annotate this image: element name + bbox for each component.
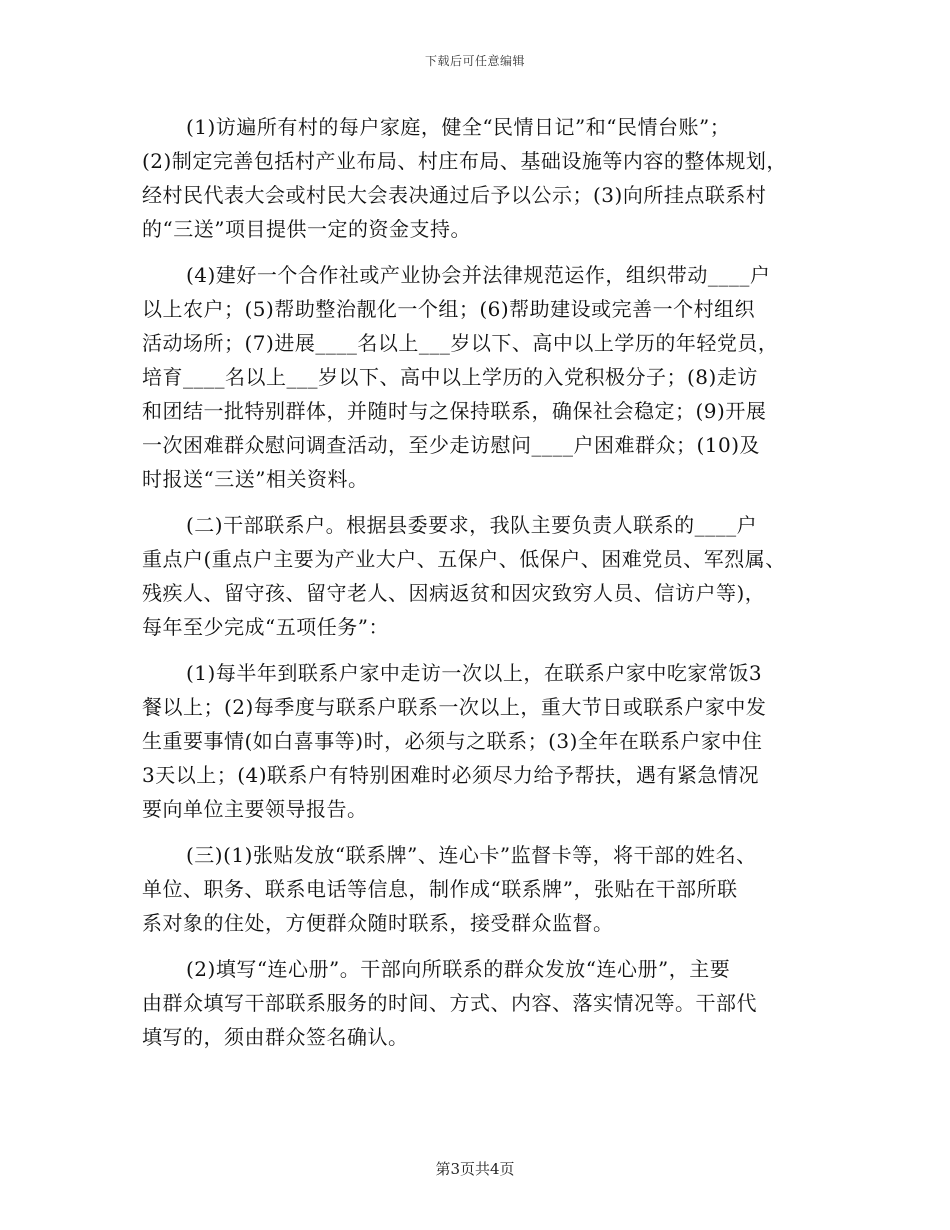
- text-line: 生重要事情(如白喜事等)时，必须与之联系；(3)全年在联系户家中住: [142, 729, 763, 753]
- text-line: 培育____名以上___岁以下、高中以上学历的入党积极分子；(8)走访: [142, 365, 758, 389]
- page-footer: 第3页共4页: [435, 1160, 515, 1178]
- page-header: 下载后可任意编辑: [424, 54, 525, 68]
- text-line: (1)每半年到联系户家中走访一次以上，在联系户家中吃家常饭3: [186, 661, 763, 685]
- text-line: 3天以上；(4)联系户有特别困难时必须尽力给予帮扶，遇有紧急情况: [142, 763, 760, 787]
- paragraph: [142, 110, 812, 246]
- text-line: 单位、职务、联系电话等信息，制作成“联系牌”，张贴在干部所联: [142, 877, 738, 901]
- text-line: 时报送“三送”相关资料。: [142, 467, 369, 491]
- text-line: 以上农户；(5)帮助整治靓化一个组；(6)帮助建设或完善一个村组织: [142, 297, 756, 321]
- text-line: (1)访遍所有村的每户家庭，健全“民情日记”和“民情台账”；: [186, 115, 731, 139]
- text-line: 要向单位主要领导报告。: [142, 797, 368, 821]
- text-line: 重点户(重点户主要为产业大户、五保户、低保户、困难党员、军烈属、: [142, 547, 786, 571]
- text-line: (4)建好一个合作社或产业协会并法律规范运作，组织带动____户: [186, 263, 771, 287]
- text-line: (2)制定完善包括村产业布局、村庄布局、基础设施等内容的整体规划，: [142, 149, 787, 173]
- paragraph: [142, 508, 812, 644]
- text-line: 一次困难群众慰问调查活动，至少走访慰问____户困难群众；(10)及: [142, 433, 761, 457]
- text-line: 填写的，须由群众签名确认。: [142, 1025, 409, 1049]
- paragraph: [142, 656, 812, 826]
- text-line: 残疾人、留守孩、留守老人、因病返贫和因灾致穷人员、信访户等)，: [142, 581, 766, 605]
- text-line: 的“三送”项目提供一定的资金支持。: [142, 217, 471, 241]
- text-line: 系对象的住处，方便群众随时联系，接受群众监督。: [142, 911, 614, 935]
- text-line: 每年至少完成“五项任务”：: [142, 615, 389, 639]
- text-line: 活动场所；(7)进展____名以上___岁以下、高中以上学历的年轻党员，: [142, 331, 779, 355]
- document-body: [142, 110, 812, 1066]
- text-line: 餐以上；(2)每季度与联系户联系一次以上，重大节日或联系户家中发: [142, 695, 767, 719]
- text-line: 和团结一批特别群体，并随时与之保持联系，确保社会稳定；(9)开展: [142, 399, 767, 423]
- paragraph: [142, 952, 812, 1054]
- text-line: 由群众填写干部联系服务的时间、方式、内容、落实情况等。干部代: [142, 991, 757, 1015]
- paragraph: [142, 838, 812, 940]
- text-line: 经村民代表大会或村民大会表决通过后予以公示；(3)向所挂点联系村: [142, 183, 767, 207]
- text-line: (2)填写“连心册”。干部向所联系的群众发放“连心册”，主要: [186, 957, 731, 981]
- text-line: (二)干部联系户。根据县委要求，我队主要负责人联系的____户: [186, 513, 758, 537]
- paragraph: [142, 258, 812, 496]
- text-line: (三)(1)张贴发放“联系牌”、连心卡”监督卡等，将干部的姓名、: [186, 843, 757, 867]
